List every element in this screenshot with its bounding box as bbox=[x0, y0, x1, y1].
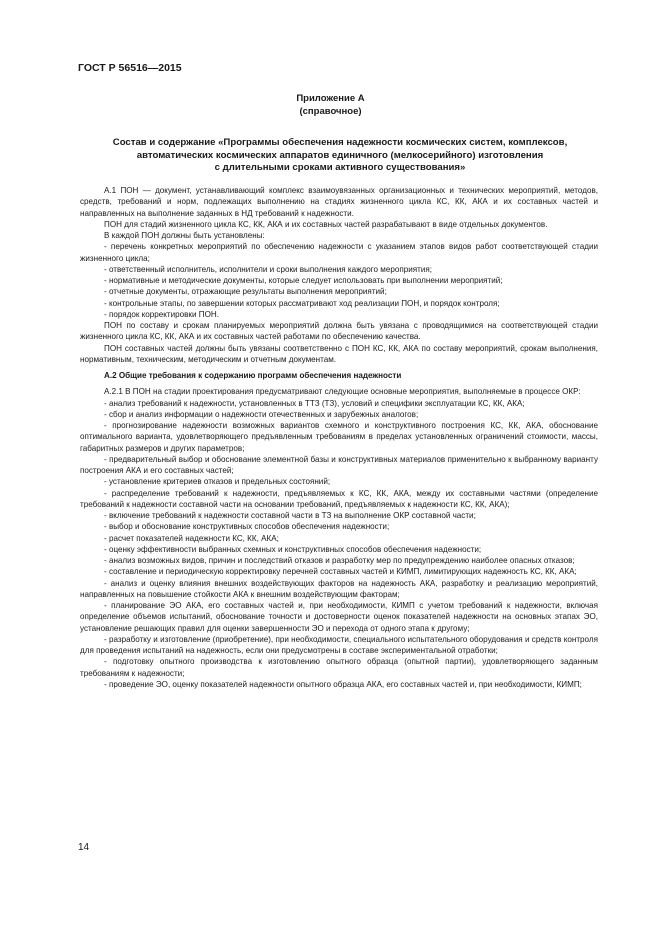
list-item: - контрольные этапы, по завершении которых рассматривают ход реализации ПОН, и порядок контроля; bbox=[104, 298, 500, 308]
list-item: - подготовку опытного производства к изготовлению опытного образца (опытной партии), удовлетворяющего заданным требованиям к надежности; bbox=[80, 657, 598, 678]
section-title-line: с длительными сроками активного существования» bbox=[214, 162, 466, 173]
paragraph: А.2.1 В ПОН на стадии проектирования предусматривают следующие основные мероприятия, выполняемые в процессе ОКР: bbox=[104, 387, 581, 397]
section-title bbox=[80, 137, 600, 175]
list-item: - распределение требований к надежности, предъявляемых к КС, КК, АКА, между их составными частями (определение требований к надежности составной части на основании требований, предъявляемых к надежности КС, КК, АКА); bbox=[80, 488, 598, 509]
list-item: - прогнозирование надежности возможных вариантов схемного и конструктивного построения КС, КК, АКА, обоснование оптимального варианта, удовлетворяющего предъявленным требованиям в пределах установленных ограничений стоимости, массы, габаритных размеров и других параметров; bbox=[80, 421, 598, 453]
section-heading: А.2 Общие требования к содержанию программ обеспечения надежности bbox=[104, 371, 402, 380]
list-item: - расчет показателей надежности КС, КК, АКА; bbox=[104, 533, 279, 543]
appendix-subtitle: (справочное) bbox=[299, 106, 362, 117]
page-number: 14 bbox=[78, 842, 90, 853]
list-item: - проведение ЭО, оценку показателей надежности опытного образца АКА, его составных частей и, при необходимости, КИМП; bbox=[104, 679, 582, 689]
list-item: - выбор и обоснование конструктивных способов обеспечения надежности; bbox=[104, 522, 390, 532]
list-item: - разработку и изготовление (приобретение), при необходимости, специального испытательного оборудования и средств контроля для проведения испытаний на надежность, если они предусмотрены в составе экспериментальной отработки; bbox=[80, 634, 598, 655]
paragraph: В каждой ПОН должны быть установлены: bbox=[104, 231, 265, 240]
list-item: - порядок корректировки ПОН. bbox=[104, 309, 219, 319]
list-item: - составление и периодическую корректировку перечней составных частей и КИМП, лимитирующих надежность КС, КК, АКА; bbox=[104, 567, 577, 577]
list-item: - включение требований к надежности составной части в ТЗ на выполнение ОКР составной части; bbox=[104, 511, 476, 520]
list-item: - установление критериев отказов и предельных состояний; bbox=[104, 477, 331, 487]
list-item: - планирование ЭО АКА, его составных частей и, при необходимости, КИМП с учетом требований к надежности, включая определение объемов испытаний, обоснование точности и достоверности оценок показателей надежности на основных этапах ЭО, установление решающих правил для оценки завершенности ЭО и перехода от одного этапа к другому; bbox=[80, 601, 598, 633]
list-item: - перечень конкретных мероприятий по обеспечению надежности с указанием этапов видов работ соответствующей стадии жизненного цикла; bbox=[80, 242, 598, 263]
list-item: - анализ требований к надежности, установленных в ТТЗ (ТЗ), условий и специфики эксплуатации КС, КК, АКА; bbox=[104, 398, 525, 408]
list-item: - ответственный исполнитель, исполнители и сроки выполнения каждого мероприятия; bbox=[104, 264, 432, 274]
standard-header: ГОСТ Р 56516—2015 bbox=[78, 62, 182, 74]
appendix-title: Приложение А bbox=[296, 93, 365, 104]
list-item: - отчетные документы, отражающие результаты выполнения мероприятий; bbox=[104, 287, 387, 297]
section-title-line: Состав и содержание «Программы обеспечения надежности космических систем, комплексов, bbox=[112, 137, 568, 148]
body-text bbox=[80, 185, 598, 690]
list-item: - нормативные и методические документы, которые следует использовать при выполнении мероприятий; bbox=[104, 276, 503, 285]
paragraph: ПОН для стадий жизненного цикла КС, КК, АКА и их составных частей разрабатывают в виде отдельных документов. bbox=[104, 219, 548, 229]
list-item: - сбор и анализ информации о надежности отечественных и зарубежных аналогов; bbox=[104, 409, 419, 419]
list-item: - предварительный выбор и обоснование элементной базы и конструктивных материалов применительно к выбранному варианту построения АКА и его составных частей; bbox=[80, 454, 598, 475]
list-item: - оценку эффективности выбранных схемных и конструктивных способов обеспечения надежности; bbox=[104, 544, 482, 554]
list-item: - анализ возможных видов, причин и последствий отказов и разработку мер по предупреждению наиболее опасных отказов; bbox=[104, 556, 575, 565]
list-item: - анализ и оценку влияния внешних воздействующих факторов на надежность АКА, разработку и реализацию мероприятий, направленных на повышение стойкости АКА к внешним воздействующим факторам; bbox=[80, 578, 598, 599]
section-title-line: автоматических космических аппаратов единичного (мелкосерийного) изготовления bbox=[136, 149, 544, 161]
paragraph: А.1 ПОН — документ, устанавливающий комплекс взаимоувязанных организационных и технических мероприятий, методов, средств, требований и норм, подлежащих выполнению на стадиях жизненного цикла КС, КК, АКА и их составных частей и направленных на выполнение заданных в НД требований к надежности. bbox=[80, 186, 598, 218]
paragraph: ПОН по составу и срокам планируемых мероприятий должна быть увязана с проводящимися на соответствующей стадии жизненного цикла КС, КК, АКА и их составных частей работами по обеспечению качества. bbox=[80, 321, 598, 342]
paragraph: ПОН составных частей должны быть увязаны соответственно с ПОН КС, КК, АКА по составу мероприятий, срокам выполнения, нормативным, техническим, методическим и отчетным документам. bbox=[80, 343, 598, 364]
